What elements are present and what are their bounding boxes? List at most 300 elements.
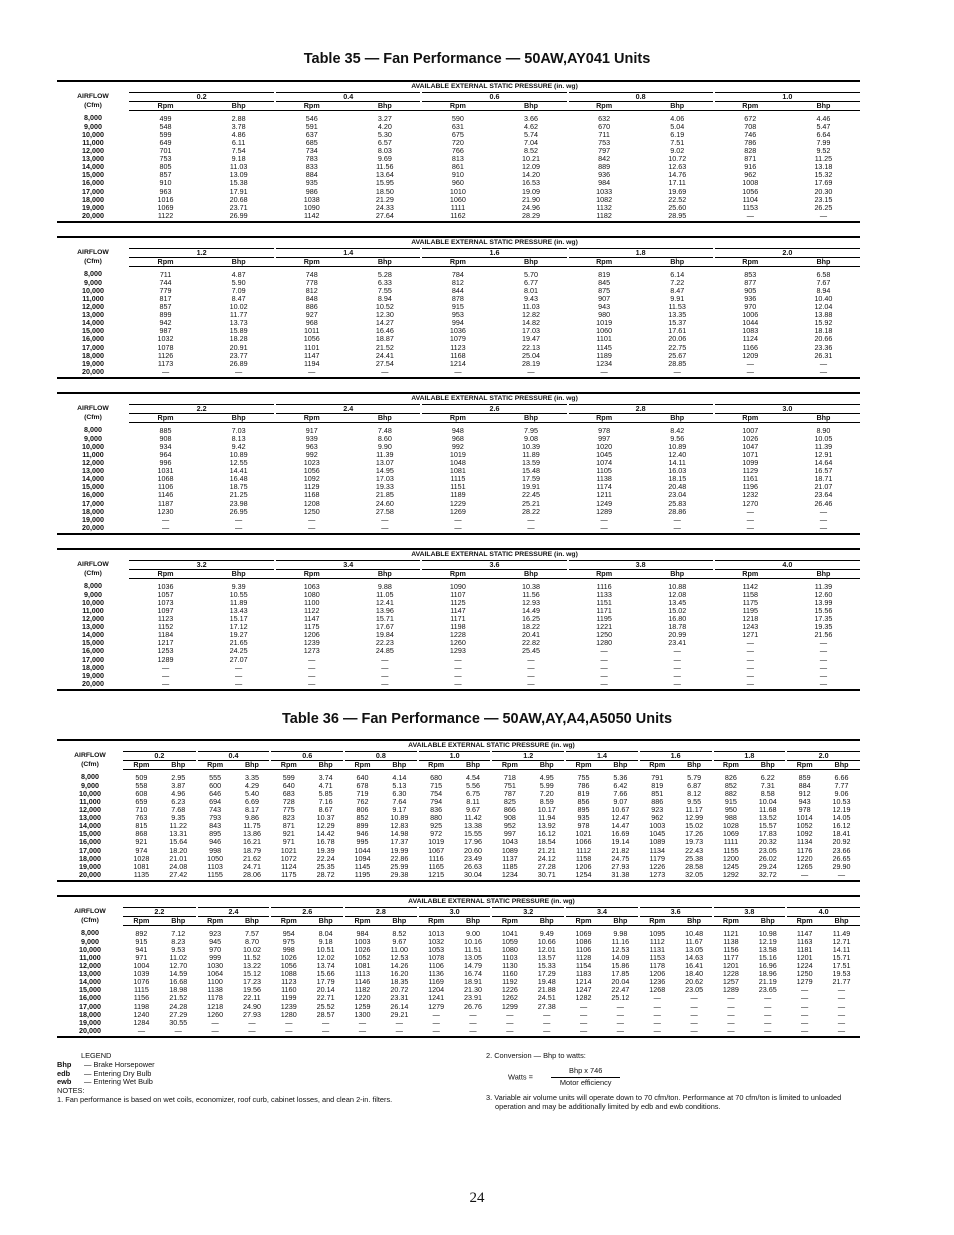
bhp-cell: — — [527, 679, 535, 688]
rpm-cell: — — [579, 1026, 588, 1035]
bhp-cell: 24.96 — [522, 203, 541, 212]
rpm-cell: 1206 — [575, 862, 592, 871]
rpm-cell: — — [801, 870, 809, 879]
bhp-cell: — — [527, 523, 535, 532]
airflow-cell: 9,000 — [84, 590, 102, 599]
rpm-cell: 1279 — [428, 1002, 445, 1011]
bhp-cell: 16.03 — [668, 467, 687, 476]
bhp-cell: 9.02 — [670, 147, 685, 156]
bhp-cell: 19.99 — [390, 846, 409, 855]
rpm-column-header: Rpm — [129, 569, 202, 578]
rpm-column-header: Rpm — [714, 101, 787, 110]
bhp-cell: 25.60 — [668, 203, 687, 212]
bhp-cell: 18.79 — [242, 846, 261, 855]
bhp-cell: 5.40 — [244, 789, 259, 798]
bhp-cell: 8.42 — [670, 425, 685, 435]
bhp-column-header: Bhp — [348, 413, 421, 422]
bhp-cell: 7.66 — [613, 789, 628, 798]
rpm-cell: 1299 — [501, 1002, 518, 1011]
bhp-cell: 19.39 — [316, 846, 335, 855]
bhp-cell: 11.39 — [376, 450, 394, 459]
table-row — [57, 344, 860, 352]
rpm-cell: 878 — [451, 294, 464, 303]
rpm-cell: 1206 — [649, 970, 666, 979]
bhp-cell: 7.68 — [171, 806, 186, 815]
bhp-cell: 30.55 — [169, 1018, 188, 1027]
rpm-cell: 708 — [744, 122, 757, 131]
bhp-cell: 5.90 — [231, 278, 246, 287]
bhp-cell: — — [395, 1026, 403, 1035]
rpm-cell: 1151 — [450, 483, 466, 492]
bhp-cell: 7.95 — [524, 425, 539, 435]
rpm-cell: 915 — [451, 303, 464, 312]
rpm-cell: 1043 — [501, 838, 518, 847]
rpm-cell: 509 — [135, 772, 148, 782]
bhp-cell: 18.78 — [668, 623, 687, 632]
rpm-cell: 637 — [305, 130, 318, 139]
bhp-cell: 11.02 — [169, 953, 187, 962]
rpm-cell: 1069 — [575, 928, 592, 938]
bhp-cell: 5.28 — [377, 269, 392, 279]
rpm-cell: 640 — [356, 772, 369, 782]
bhp-cell: — — [381, 515, 389, 524]
table-row — [57, 422, 860, 435]
bhp-cell: 9.52 — [816, 147, 831, 156]
airflow-cell: 15,000 — [79, 986, 101, 995]
bhp-cell: 3.27 — [377, 113, 392, 123]
bhp-cell: 17.59 — [522, 475, 541, 484]
bhp-cell: 8.58 — [760, 789, 775, 798]
bhp-cell: 22.82 — [522, 639, 541, 648]
bhp-cell: 7.48 — [377, 425, 392, 435]
bhp-cell: 6.77 — [524, 278, 539, 287]
bhp-cell: 19.48 — [537, 978, 556, 987]
bhp-cell: 4.06 — [670, 113, 685, 123]
pressure-header: 2.6 — [270, 907, 344, 916]
bhp-cell: 22.13 — [522, 343, 541, 352]
rpm-cell: 939 — [305, 434, 318, 443]
table-row — [57, 978, 860, 986]
bhp-cell: 8.17 — [244, 806, 259, 815]
table-row — [57, 954, 860, 962]
rpm-cell: 1240 — [133, 1010, 150, 1019]
bhp-cell: 15.66 — [316, 970, 335, 979]
table-row — [57, 986, 860, 994]
airflow-cell: 17,000 — [82, 187, 104, 196]
bhp-cell: 20.68 — [229, 195, 248, 204]
bhp-cell: 10.88 — [668, 581, 687, 591]
rpm-cell: 1071 — [742, 450, 759, 459]
rpm-cell: 915 — [724, 797, 737, 806]
rpm-cell: — — [653, 994, 661, 1003]
rpm-cell: 984 — [356, 928, 369, 938]
bhp-cell: 21.07 — [814, 483, 833, 492]
rpm-cell: 852 — [724, 781, 737, 790]
rpm-cell: 558 — [135, 781, 148, 790]
bhp-cell: 11.00 — [390, 945, 409, 954]
bhp-cell: 30.04 — [464, 870, 483, 879]
bhp-cell: 12.53 — [611, 945, 630, 954]
rpm-column-header: Rpm — [421, 101, 494, 110]
bhp-cell: 8.94 — [377, 294, 392, 303]
rpm-column-header: Rpm — [129, 257, 202, 266]
rpm-cell: 1094 — [354, 854, 371, 863]
bhp-cell: 10.66 — [537, 937, 556, 946]
bhp-cell: 16.68 — [169, 978, 188, 987]
rpm-column-header: Rpm — [275, 569, 348, 578]
bhp-cell: 16.96 — [758, 962, 777, 971]
rpm-cell: 1104 — [742, 195, 759, 204]
bhp-cell: 11.67 — [685, 937, 703, 946]
rpm-cell: 1153 — [742, 203, 759, 212]
legend-abbr: ewb — [57, 1077, 72, 1087]
table-36-title: Table 36 — Fan Performance — 50AW,AY,A4,A5050 Units — [281, 711, 673, 727]
bhp-column-header: Bhp — [202, 257, 275, 266]
pressure-header: 3.8 — [568, 560, 714, 569]
bhp-cell: 9.67 — [466, 806, 481, 815]
table-block — [57, 80, 860, 223]
bhp-cell: 15.37 — [668, 319, 687, 328]
bhp-cell: 10.04 — [758, 797, 777, 806]
rpm-cell: 819 — [598, 269, 611, 279]
airflow-cell: 8,000 — [84, 425, 102, 435]
rpm-cell: 787 — [503, 789, 516, 798]
table-row — [57, 204, 860, 212]
bhp-cell: 17.51 — [832, 962, 851, 971]
rpm-cell: — — [600, 647, 608, 656]
rpm-cell: 1003 — [354, 937, 371, 946]
airflow-cell: 17,000 — [79, 1002, 101, 1011]
bhp-column-header: Bhp — [381, 916, 418, 925]
rpm-cell: 1134 — [796, 838, 813, 847]
bhp-cell: — — [248, 1018, 256, 1027]
rpm-cell: 848 — [305, 294, 318, 303]
rpm-cell: 1135 — [133, 870, 150, 879]
rpm-cell: — — [579, 1002, 588, 1011]
notes-heading: NOTES: — [57, 1086, 85, 1096]
bhp-cell: 15.71 — [832, 953, 851, 962]
rpm-cell: 962 — [744, 171, 757, 180]
rpm-cell: 791 — [651, 772, 664, 782]
rpm-cell: 1125 — [450, 598, 466, 607]
bhp-cell: 5.85 — [318, 789, 333, 798]
rpm-cell: 1088 — [280, 970, 297, 979]
bhp-cell: 4.14 — [392, 772, 407, 782]
table-row — [57, 647, 860, 655]
rpm-cell: 907 — [598, 294, 611, 303]
bhp-cell: 3.66 — [524, 113, 539, 123]
rpm-cell: 1129 — [304, 483, 320, 492]
rpm-cell: 1036 — [449, 327, 466, 336]
bhp-cell: 21.85 — [375, 491, 394, 500]
bhp-cell: 9.86 — [244, 814, 259, 823]
bhp-cell: 15.02 — [668, 606, 687, 615]
rpm-cell: 925 — [430, 822, 443, 831]
rpm-cell: — — [746, 655, 754, 664]
table-block — [57, 392, 860, 535]
rpm-cell: 1189 — [450, 491, 466, 500]
rpm-cell: 1028 — [722, 822, 739, 831]
bhp-cell: 12.93 — [522, 598, 541, 607]
bhp-cell: 28.29 — [522, 211, 541, 220]
bhp-cell: 18.18 — [814, 327, 833, 336]
rpm-cell: 1228 — [449, 631, 466, 640]
bhp-cell: 22.75 — [668, 343, 687, 352]
rpm-cell: — — [308, 671, 316, 680]
airflow-cell: 16,000 — [82, 491, 104, 500]
rpm-cell: 1136 — [428, 970, 444, 979]
rpm-cell: 1206 — [303, 631, 320, 640]
rpm-cell: — — [161, 671, 170, 680]
rpm-cell: — — [161, 515, 170, 524]
bhp-cell: 21.62 — [242, 854, 261, 863]
bhp-cell: 17.26 — [685, 830, 704, 839]
bhp-column-header: Bhp — [234, 760, 271, 769]
rpm-cell: 1092 — [796, 830, 813, 839]
pressure-header: 2.4 — [275, 404, 421, 413]
pressure-header: 2.6 — [421, 404, 567, 413]
bhp-cell: 17.69 — [814, 179, 833, 188]
airflow-header — [57, 897, 123, 925]
rpm-cell: 1004 — [133, 962, 150, 971]
bhp-cell: 19.27 — [229, 631, 248, 640]
bhp-cell: 2.88 — [231, 113, 246, 123]
bhp-cell: 17.35 — [814, 615, 833, 624]
formula-lhs: Watts = — [508, 1072, 533, 1082]
rpm-cell: 871 — [744, 155, 757, 164]
bhp-cell: — — [527, 663, 535, 672]
bhp-cell: 8.47 — [670, 286, 685, 295]
airflow-cell: 13,000 — [82, 467, 104, 476]
bhp-cell: 10.21 — [522, 155, 541, 164]
bhp-cell: 19.91 — [522, 483, 541, 492]
bhp-cell: 10.48 — [685, 928, 704, 938]
bhp-cell: 18.96 — [758, 970, 777, 979]
esp-header: AVAILABLE EXTERNAL STATIC PRESSURE (in. wg) — [411, 239, 578, 247]
airflow-cell: 12,000 — [82, 615, 104, 624]
bhp-cell: 14.20 — [522, 171, 541, 180]
bhp-cell: 19.14 — [611, 838, 630, 847]
bhp-cell: 8.04 — [318, 928, 333, 938]
rpm-cell: 916 — [744, 163, 757, 172]
rpm-cell: — — [746, 679, 754, 688]
bhp-cell: 23.71 — [229, 203, 248, 212]
bhp-cell: 13.99 — [814, 598, 833, 607]
rpm-cell: 889 — [598, 163, 611, 172]
table-row — [57, 847, 860, 855]
rpm-cell: 1080 — [501, 945, 518, 954]
airflow-cell: 19,000 — [82, 203, 104, 212]
rpm-cell: — — [600, 523, 608, 532]
rpm-cell: 766 — [451, 147, 464, 156]
table-row — [57, 524, 860, 533]
rpm-cell: 1195 — [596, 615, 612, 624]
bhp-cell: 5.79 — [687, 772, 702, 782]
rpm-cell: — — [454, 367, 462, 376]
rpm-cell: 1262 — [501, 994, 518, 1003]
rpm-cell: 548 — [159, 122, 172, 131]
rpm-cell: — — [801, 1026, 809, 1035]
rpm-cell: 817 — [159, 294, 172, 303]
rpm-cell: 1111 — [723, 838, 739, 847]
pressure-header: 1.0 — [714, 92, 860, 101]
rpm-cell: 1138 — [723, 937, 739, 946]
esp-header: AVAILABLE EXTERNAL STATIC PRESSURE (in. wg) — [408, 742, 575, 750]
rpm-cell: 715 — [430, 781, 443, 790]
airflow-cell: 11,000 — [82, 606, 104, 615]
page-number: 24 — [469, 1190, 485, 1206]
table-row — [57, 360, 860, 368]
bhp-cell: 15.02 — [685, 822, 704, 831]
rpm-cell: 1292 — [722, 870, 739, 879]
bhp-cell: 12.04 — [814, 303, 833, 312]
rpm-cell: 1052 — [354, 953, 371, 962]
bhp-cell: 17.91 — [229, 187, 248, 196]
rpm-column-header: Rpm — [418, 760, 455, 769]
rpm-cell: 1253 — [157, 647, 174, 656]
bhp-cell: 7.04 — [524, 138, 539, 147]
bhp-cell: 11.75 — [243, 822, 261, 831]
note-3: 3. Variable air volume units will operate down to 70 cfm/ton. Performance at 70 cfm/ton is limited to unloaded operation and may be additionally limited by edb and ewb conditions. — [486, 1093, 842, 1112]
rpm-cell: 1112 — [649, 937, 665, 946]
rpm-cell: 1147 — [304, 351, 320, 360]
bhp-cell: 4.95 — [539, 772, 554, 782]
rpm-cell: 923 — [651, 806, 664, 815]
rpm-cell: — — [801, 994, 809, 1003]
airflow-label: AIRFLOW — [77, 249, 109, 257]
airflow-cell: 20,000 — [82, 523, 104, 532]
rpm-cell: 1021 — [575, 830, 592, 839]
rpm-cell: 1156 — [133, 994, 150, 1003]
rpm-cell: 1081 — [449, 467, 466, 476]
bhp-cell: 23.49 — [464, 854, 483, 863]
bhp-cell: — — [690, 1010, 698, 1019]
rpm-cell: — — [308, 663, 316, 672]
rpm-cell: 1147 — [450, 606, 466, 615]
rpm-cell: 751 — [503, 781, 516, 790]
bhp-cell: 10.72 — [668, 155, 687, 164]
rpm-cell: 1078 — [157, 343, 174, 352]
formula-numerator: Bhp x 746 — [551, 1067, 620, 1078]
bhp-cell: — — [381, 679, 389, 688]
rpm-cell: 728 — [282, 797, 295, 806]
rpm-cell: 1154 — [575, 962, 592, 971]
airflow-header — [57, 82, 129, 110]
rpm-cell: — — [161, 523, 170, 532]
rpm-cell: 968 — [305, 319, 318, 328]
airflow-cell: 18,000 — [79, 1010, 101, 1019]
bhp-cell: 19.69 — [668, 187, 687, 196]
bhp-cell: 16.46 — [375, 327, 394, 336]
bhp-cell: 15.89 — [229, 327, 248, 336]
airflow-cell: 13,000 — [82, 155, 104, 164]
bhp-cell: 8.59 — [539, 797, 554, 806]
bhp-cell: 28.22 — [522, 507, 541, 516]
rpm-cell: 1165 — [428, 862, 444, 871]
rpm-cell: 718 — [503, 772, 516, 782]
bhp-column-header: Bhp — [307, 760, 344, 769]
bhp-cell: 7.99 — [816, 138, 831, 147]
rpm-cell: 678 — [356, 781, 369, 790]
rpm-cell: — — [308, 515, 316, 524]
airflow-cell: 10,000 — [79, 945, 101, 954]
rpm-cell: 1086 — [575, 937, 592, 946]
rpm-cell: 1239 — [303, 639, 320, 648]
rpm-cell: 670 — [598, 122, 611, 131]
bhp-cell: — — [543, 1010, 551, 1019]
rpm-cell: 1133 — [596, 590, 612, 599]
bhp-cell: 7.51 — [670, 138, 685, 147]
bhp-cell: 11.53 — [668, 303, 686, 312]
rpm-cell: 877 — [744, 278, 757, 287]
bhp-cell: 4.54 — [466, 772, 481, 782]
bhp-column-header: Bhp — [381, 760, 418, 769]
rpm-column-header: Rpm — [123, 916, 160, 925]
bhp-cell: 10.05 — [814, 434, 833, 443]
rpm-cell: 1250 — [596, 631, 613, 640]
bhp-cell: 10.37 — [316, 814, 335, 823]
rpm-cell: 1056 — [280, 962, 297, 971]
rpm-cell: 1057 — [157, 590, 174, 599]
table-row — [57, 946, 860, 954]
table-row — [57, 578, 860, 591]
bhp-cell: 6.22 — [760, 772, 775, 782]
rpm-cell: 1092 — [303, 475, 320, 484]
airflow-cell: 20,000 — [79, 1026, 101, 1035]
pressure-header: 0.4 — [197, 751, 271, 760]
rpm-cell: 1158 — [575, 854, 592, 863]
rpm-cell: 1072 — [280, 854, 297, 863]
airflow-cell: 16,000 — [82, 179, 104, 188]
rpm-cell: 1192 — [502, 978, 518, 987]
pressure-header: 1.4 — [565, 751, 639, 760]
bhp-cell: — — [616, 1018, 624, 1027]
bhp-cell: 15.64 — [169, 838, 188, 847]
rpm-cell: 1106 — [575, 945, 592, 954]
bhp-cell: 10.55 — [229, 590, 248, 599]
rpm-cell: 1142 — [742, 581, 759, 591]
table-row — [57, 352, 860, 360]
airflow-unit: (Cfm) — [84, 101, 102, 109]
rpm-cell: — — [727, 1018, 735, 1027]
rpm-cell: 1181 — [796, 945, 813, 954]
rpm-cell: 884 — [798, 781, 811, 790]
bhp-cell: 12.09 — [522, 163, 541, 172]
bhp-cell: 14.42 — [316, 830, 335, 839]
rpm-column-header: Rpm — [197, 916, 234, 925]
table-row — [57, 994, 860, 1002]
rpm-cell: 1134 — [649, 846, 665, 855]
bhp-cell: 13.86 — [242, 830, 261, 839]
rpm-cell: 1026 — [354, 945, 371, 954]
bhp-cell: 12.01 — [537, 945, 556, 954]
rpm-cell: 1185 — [502, 862, 518, 871]
bhp-cell: — — [235, 679, 243, 688]
bhp-cell: — — [819, 507, 828, 516]
bhp-cell: — — [819, 515, 828, 524]
bhp-column-header: Bhp — [528, 916, 565, 925]
bhp-cell: 21.30 — [464, 986, 483, 995]
bhp-cell: — — [616, 1026, 624, 1035]
rpm-cell: 1047 — [742, 442, 759, 451]
table-row — [57, 295, 860, 303]
table-row — [57, 838, 860, 846]
bhp-cell: 13.52 — [758, 814, 777, 823]
rpm-column-header: Rpm — [123, 760, 160, 769]
airflow-cell: 18,000 — [82, 351, 104, 360]
airflow-cell: 17,000 — [82, 499, 104, 508]
bhp-cell: 17.96 — [464, 838, 483, 847]
